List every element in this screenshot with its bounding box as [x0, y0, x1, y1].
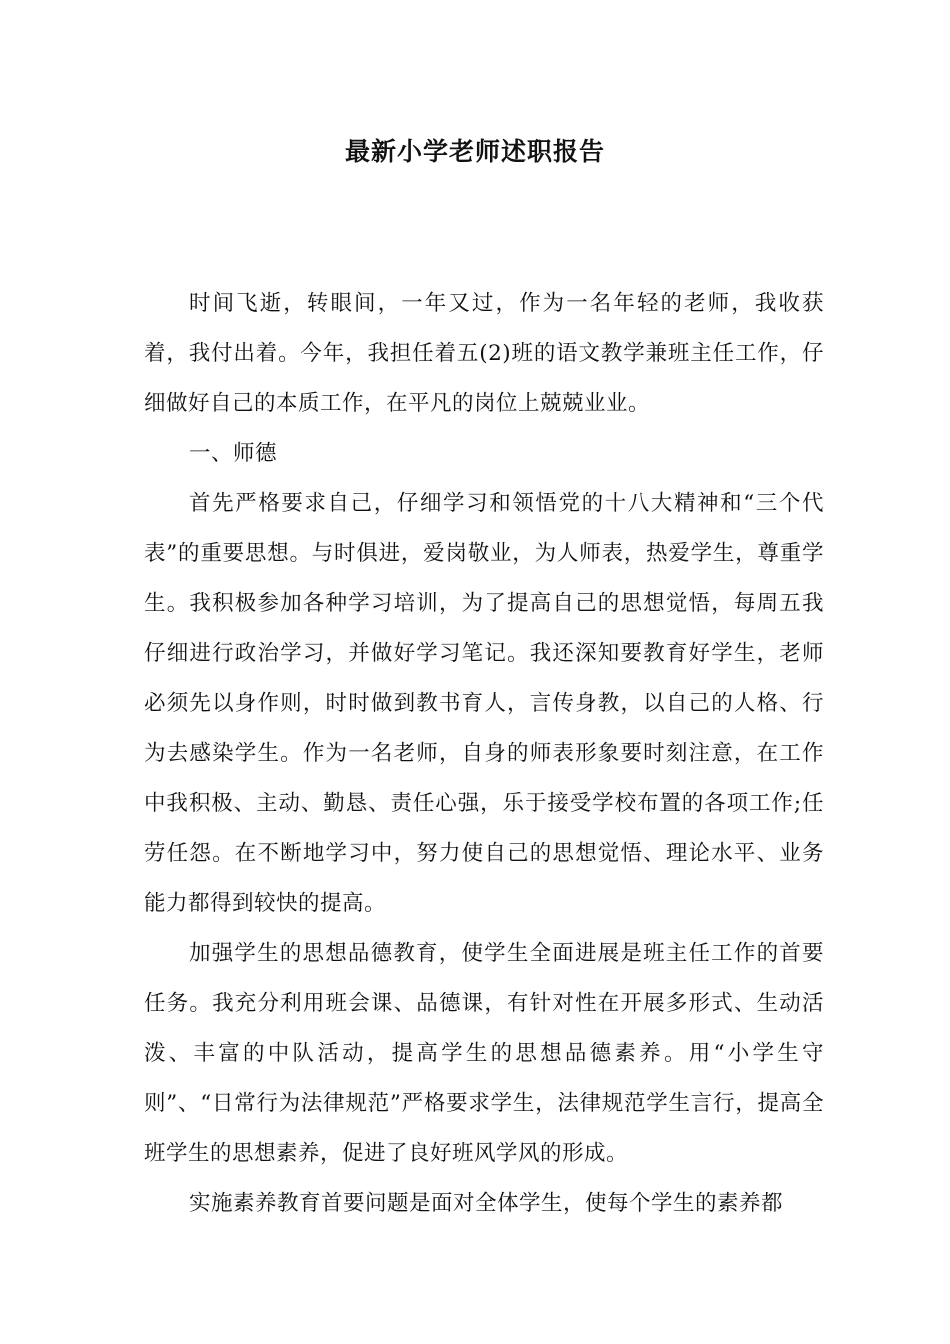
document-body	[144, 279, 824, 1229]
paragraph-quality-education: 实施素养教育首要问题是面对全体学生，使每个学生的素养都	[189, 1191, 784, 1216]
section-heading-teacher-ethics: 一、师德	[189, 441, 278, 466]
paragraph-ethics: 首先严格要求自己，仔细学习和领悟党的十八大精神和“三个代表”的重要思想。与时俱进，爱岗敬业，为人师表，热爱学生，尊重学生。我积极参加各种学习培训，为了提高自己的思想觉悟，每周五我仔细进行政治学习，并做好学习笔记。我还深知要教育好学生，老师必须先以身作则，时时做到教书育人，言传身教，以自己的人格、行为去感染学生。作为一名老师，自身的师表形象要时刻注意，在工作中我积极、主动、勤恳、责任心强，乐于接受学校布置的各项工作;任劳任怨。在不断地学习中，努力使自己的思想觉悟、理论水平、业务能力都得到较快的提高。	[144, 491, 824, 916]
paragraph-moral-education: 加强学生的思想品德教育，使学生全面进展是班主任工作的首要任务。我充分利用班会课、品德课，有针对性在开展多形式、生动活泼、丰富的中队活动，提高学生的思想品德素养。用“小学生守则”、“日常行为法律规范”严格要求学生，法律规范学生言行，提高全班学生的思想素养，促进了良好班风学风的形成。	[144, 941, 824, 1166]
paragraph-intro: 时间飞逝，转眼间，一年又过，作为一名年轻的老师，我收获着，我付出着。今年，我担任着五(2)班的语文教学兼班主任工作，仔细做好自己的本质工作，在平凡的岗位上兢兢业业。	[144, 291, 824, 416]
document-title: 最新小学老师述职报告	[344, 137, 605, 166]
